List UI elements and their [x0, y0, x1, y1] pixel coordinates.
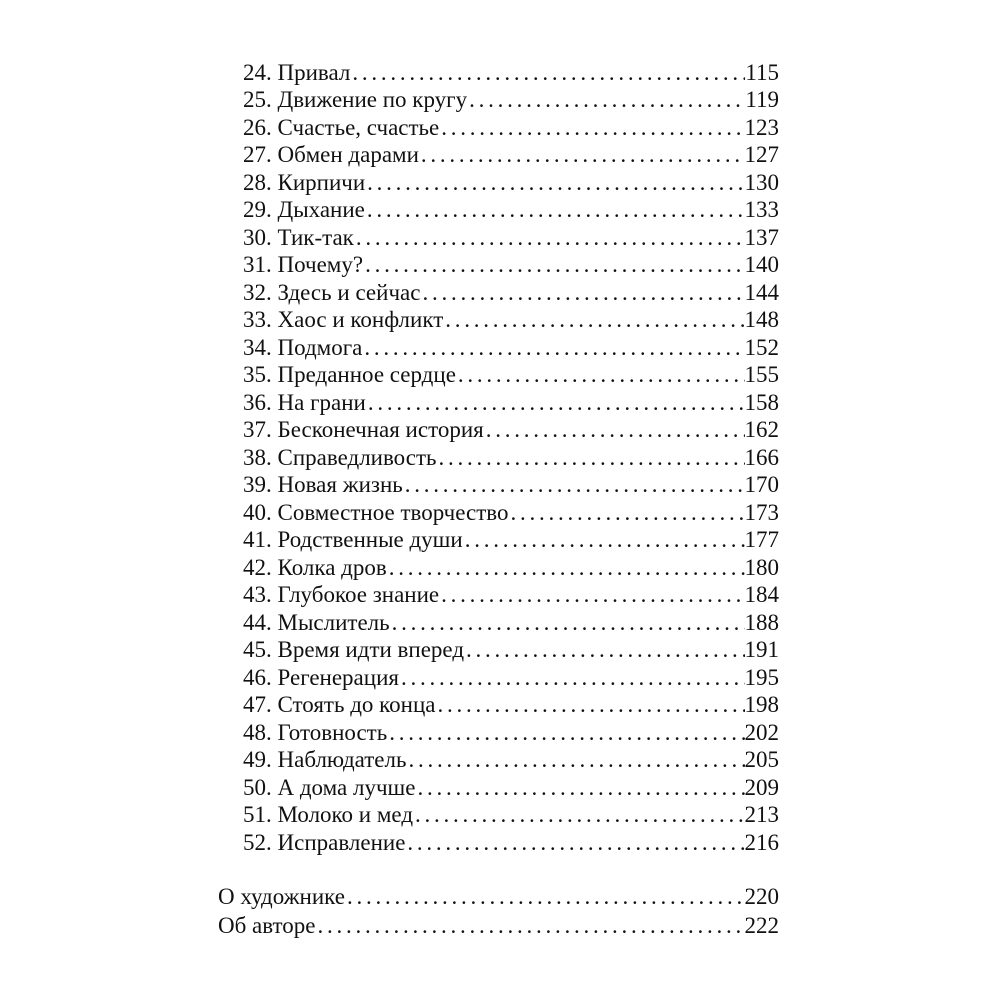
toc-entry-37 [243, 417, 779, 443]
toc-entry-page: 191 [744, 637, 779, 662]
toc-entry-about-author [218, 913, 779, 939]
dot-leader [413, 802, 744, 828]
dot-leader [415, 775, 744, 801]
toc-entry-33 [243, 307, 779, 333]
dot-leader [362, 335, 744, 361]
toc-entry-29 [243, 197, 779, 223]
toc-entry-43 [243, 582, 779, 608]
toc-entry-page: 180 [744, 555, 779, 580]
toc-entry-title: 36. На грани [243, 390, 366, 415]
dot-leader [365, 197, 745, 223]
toc-entry-title: 33. Хаос и конфликт [243, 307, 444, 332]
toc-entry-title: 31. Почему? [243, 252, 364, 277]
toc-entry-48 [243, 720, 779, 746]
toc-entry-page: 152 [744, 335, 779, 360]
toc-entry-49 [243, 747, 779, 773]
toc-entry-45 [243, 637, 779, 663]
dot-leader [350, 60, 745, 86]
dot-leader [354, 225, 745, 251]
toc-entry-about-artist [218, 884, 779, 910]
dot-leader [484, 417, 745, 443]
toc-entry-page: 133 [744, 197, 779, 222]
dot-leader [406, 747, 744, 773]
toc-entry-26 [243, 115, 779, 141]
dot-leader [439, 115, 744, 141]
toc-entry-page: 198 [744, 692, 779, 717]
toc-entry-title: 44. Мыслитель [243, 610, 390, 635]
toc-entry-title: Об авторе [218, 913, 316, 938]
toc-entry-title: 47. Стоять до конца [243, 692, 436, 717]
toc-entry-page: 173 [744, 500, 779, 525]
toc-entry-38 [243, 445, 779, 471]
toc-entry-page: 166 [744, 445, 779, 470]
toc-entry-42 [243, 555, 779, 581]
toc-entry-title: 49. Наблюдатель [243, 747, 407, 772]
toc-entry-title: 25. Движение по кругу [243, 87, 468, 112]
toc-entry-page: 140 [744, 252, 779, 277]
dot-leader [399, 665, 745, 691]
dot-leader [508, 500, 744, 526]
dot-leader [403, 472, 745, 498]
toc-entry-46 [243, 665, 779, 691]
toc-entry-title: 52. Исправление [243, 830, 406, 855]
toc-entry-title: 40. Совместное творчество [243, 500, 509, 525]
toc-entry-page: 170 [744, 472, 779, 497]
toc-entry-title: 41. Родственные души [243, 527, 463, 552]
toc-entry-title: 37. Бесконечная история [243, 417, 484, 442]
toc-entry-page: 188 [744, 610, 779, 635]
toc-entry-24 [243, 60, 779, 86]
toc-entry-page: 155 [744, 362, 779, 387]
dot-leader [387, 720, 744, 746]
toc-entry-page: 119 [745, 87, 779, 112]
dot-leader [464, 637, 744, 663]
dot-leader [439, 582, 744, 608]
toc-entry-35 [243, 362, 779, 388]
toc-entry-34 [243, 335, 779, 361]
toc-entry-41 [243, 527, 779, 553]
toc-entry-page: 220 [744, 884, 779, 909]
toc-entry-page: 184 [744, 582, 779, 607]
toc-entry-31 [243, 252, 779, 278]
toc-entry-39 [243, 472, 779, 498]
toc-entry-title: О художнике [218, 884, 345, 909]
dot-leader [365, 170, 744, 196]
toc-entry-title: 30. Тик-так [243, 225, 354, 250]
dot-leader [443, 307, 744, 333]
toc-entry-title: 26. Счастье, счастье [243, 115, 440, 140]
toc-entry-36 [243, 390, 779, 416]
dot-leader [316, 913, 745, 939]
toc-entry-page: 222 [744, 913, 779, 938]
toc-entry-50 [243, 775, 779, 801]
toc-entry-page: 216 [744, 830, 779, 855]
toc-entry-page: 162 [744, 417, 779, 442]
toc-entry-page: 205 [744, 747, 779, 772]
toc-entry-page: 148 [744, 307, 779, 332]
dot-leader [437, 445, 745, 471]
toc-entry-title: 50. А дома лучше [243, 775, 416, 800]
toc-entry-27 [243, 142, 779, 168]
dot-leader [405, 830, 744, 856]
dot-leader [390, 610, 745, 636]
toc-entry-title: 28. Кирпичи [243, 170, 366, 195]
toc-entry-title: 51. Молоко и мед [243, 802, 414, 827]
toc-entry-title: 38. Справедливость [243, 445, 437, 470]
toc-entry-28 [243, 170, 779, 196]
toc-entry-page: 137 [744, 225, 779, 250]
dot-leader [420, 280, 744, 306]
toc-entry-title: 29. Дыхание [243, 197, 365, 222]
toc-entry-title: 42. Колка дров [243, 555, 387, 580]
toc-entry-page: 115 [745, 60, 779, 85]
dot-leader [463, 527, 745, 553]
toc-entry-title: 46. Регенерация [243, 665, 399, 690]
toc-entry-title: 34. Подмога [243, 335, 363, 360]
toc-entry-title: 48. Готовность [243, 720, 388, 745]
dot-leader [456, 362, 745, 388]
dot-leader [436, 692, 745, 718]
toc-entry-title: 32. Здесь и сейчас [243, 280, 421, 305]
toc-entry-page: 213 [744, 802, 779, 827]
toc-entry-page: 158 [744, 390, 779, 415]
toc-entry-page: 123 [744, 115, 779, 140]
toc-entry-page: 130 [744, 170, 779, 195]
dot-leader [419, 142, 745, 168]
toc-entry-title: 27. Обмен дарами [243, 142, 419, 167]
toc-entry-25 [243, 87, 779, 113]
toc-entry-title: 43. Глубокое знание [243, 582, 440, 607]
toc-entry-44 [243, 610, 779, 636]
toc-entry-title: 45. Время идти вперед [243, 637, 465, 662]
toc-entry-page: 177 [744, 527, 779, 552]
toc-entry-page: 144 [744, 280, 779, 305]
toc-entry-51 [243, 802, 779, 828]
toc-entry-32 [243, 280, 779, 306]
dot-leader [366, 390, 745, 416]
toc-entry-page: 209 [744, 775, 779, 800]
toc-entry-30 [243, 225, 779, 251]
toc-entry-47 [243, 692, 779, 718]
toc-entry-title: 39. Новая жизнь [243, 472, 403, 497]
toc-entry-40 [243, 500, 779, 526]
toc-entry-page: 195 [744, 665, 779, 690]
toc-entry-title: 24. Привал [243, 60, 351, 85]
toc-entry-title: 35. Преданное сердце [243, 362, 456, 387]
dot-leader [363, 252, 744, 278]
toc-entry-52 [243, 830, 779, 856]
dot-leader [467, 87, 745, 113]
toc-entry-page: 127 [744, 142, 779, 167]
dot-leader [387, 555, 745, 581]
dot-leader [345, 884, 745, 910]
toc-entry-page: 202 [744, 720, 779, 745]
